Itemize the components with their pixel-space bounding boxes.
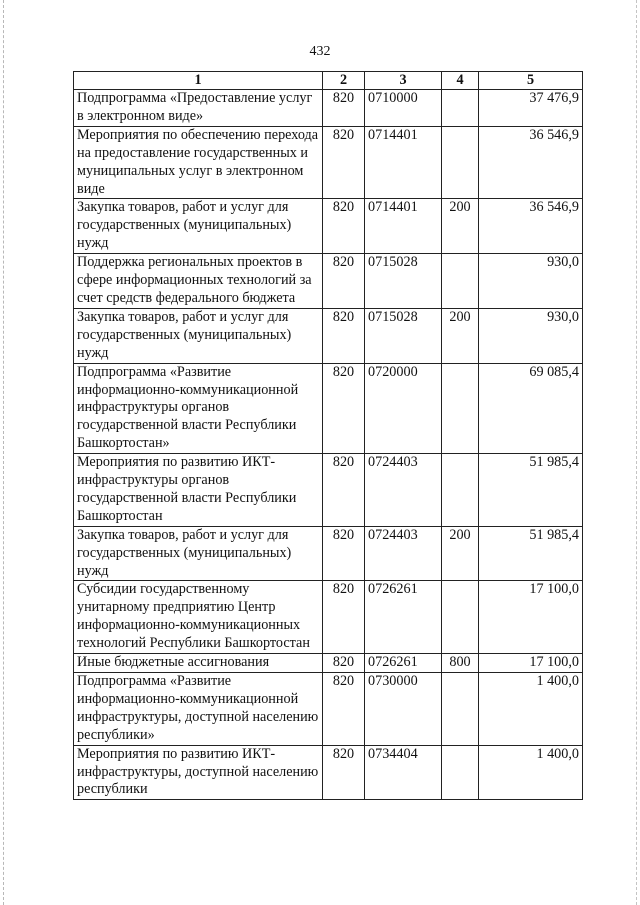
row-ministry-code: 820 bbox=[323, 363, 365, 454]
row-ministry-code: 820 bbox=[323, 254, 365, 309]
row-amount: 930,0 bbox=[479, 308, 583, 363]
header-col-1: 1 bbox=[74, 72, 323, 90]
scan-edge-right bbox=[636, 0, 637, 905]
row-name: Закупка товаров, работ и услуг для государственных (муниципальных) нужд bbox=[74, 199, 323, 254]
row-target-code: 0710000 bbox=[365, 90, 442, 127]
table-row bbox=[74, 254, 583, 309]
row-amount: 51 985,4 bbox=[479, 526, 583, 581]
table-row bbox=[74, 673, 583, 746]
row-name: Субсидии государственному унитарному предприятию Центр информационно-коммуникационных технологий Республики Башкортостан bbox=[74, 581, 323, 654]
row-ministry-code: 820 bbox=[323, 673, 365, 746]
table-row bbox=[74, 745, 583, 800]
row-amount: 17 100,0 bbox=[479, 654, 583, 673]
row-amount: 1 400,0 bbox=[479, 745, 583, 800]
row-name: Мероприятия по обеспечению перехода на предоставление государственных и муниципальных услуг в электронном виде bbox=[74, 126, 323, 199]
row-amount: 930,0 bbox=[479, 254, 583, 309]
budget-table bbox=[73, 71, 583, 800]
row-target-code: 0724403 bbox=[365, 454, 442, 527]
row-amount: 1 400,0 bbox=[479, 673, 583, 746]
row-target-code: 0726261 bbox=[365, 654, 442, 673]
row-expense-type bbox=[442, 90, 479, 127]
page-number: 432 bbox=[309, 44, 331, 59]
row-target-code: 0715028 bbox=[365, 254, 442, 309]
row-ministry-code: 820 bbox=[323, 199, 365, 254]
row-target-code: 0730000 bbox=[365, 673, 442, 746]
row-target-code: 0734404 bbox=[365, 745, 442, 800]
row-target-code: 0715028 bbox=[365, 308, 442, 363]
row-amount: 51 985,4 bbox=[479, 454, 583, 527]
row-target-code: 0720000 bbox=[365, 363, 442, 454]
table-header bbox=[74, 72, 583, 90]
row-expense-type: 200 bbox=[442, 199, 479, 254]
row-name: Иные бюджетные ассигнования bbox=[74, 654, 323, 673]
table-row bbox=[74, 581, 583, 654]
row-ministry-code: 820 bbox=[323, 126, 365, 199]
table-row bbox=[74, 308, 583, 363]
row-ministry-code: 820 bbox=[323, 454, 365, 527]
row-target-code: 0714401 bbox=[365, 199, 442, 254]
row-name: Мероприятия по развитию ИКТ-инфраструктуры, доступной населению республики bbox=[74, 745, 323, 800]
row-target-code: 0726261 bbox=[365, 581, 442, 654]
row-amount: 36 546,9 bbox=[479, 199, 583, 254]
table-row bbox=[74, 454, 583, 527]
row-amount: 36 546,9 bbox=[479, 126, 583, 199]
row-ministry-code: 820 bbox=[323, 526, 365, 581]
row-expense-type bbox=[442, 254, 479, 309]
row-amount: 17 100,0 bbox=[479, 581, 583, 654]
table-row bbox=[74, 363, 583, 454]
table-row bbox=[74, 90, 583, 127]
row-ministry-code: 820 bbox=[323, 654, 365, 673]
row-ministry-code: 820 bbox=[323, 581, 365, 654]
table-row bbox=[74, 199, 583, 254]
row-expense-type bbox=[442, 126, 479, 199]
row-amount: 69 085,4 bbox=[479, 363, 583, 454]
scan-edge-left bbox=[3, 0, 4, 905]
row-name: Поддержка региональных проектов в сфере информационных технологий за счет средств федерального бюджета bbox=[74, 254, 323, 309]
header-col-2: 2 bbox=[323, 72, 365, 90]
table-row bbox=[74, 654, 583, 673]
row-expense-type bbox=[442, 581, 479, 654]
row-expense-type: 200 bbox=[442, 526, 479, 581]
row-ministry-code: 820 bbox=[323, 745, 365, 800]
row-expense-type: 800 bbox=[442, 654, 479, 673]
table-row bbox=[74, 126, 583, 199]
table-row bbox=[74, 526, 583, 581]
row-expense-type bbox=[442, 745, 479, 800]
header-col-4: 4 bbox=[442, 72, 479, 90]
row-name: Закупка товаров, работ и услуг для государственных (муниципальных) нужд bbox=[74, 308, 323, 363]
row-expense-type bbox=[442, 673, 479, 746]
row-amount: 37 476,9 bbox=[479, 90, 583, 127]
row-name: Подпрограмма «Предоставление услуг в электронном виде» bbox=[74, 90, 323, 127]
row-expense-type bbox=[442, 363, 479, 454]
row-expense-type: 200 bbox=[442, 308, 479, 363]
header-col-5: 5 bbox=[479, 72, 583, 90]
row-target-code: 0724403 bbox=[365, 526, 442, 581]
row-name: Подпрограмма «Развитие информационно-коммуникационной инфраструктуры органов государственной власти Республики Башкортостан» bbox=[74, 363, 323, 454]
row-ministry-code: 820 bbox=[323, 90, 365, 127]
header-row bbox=[74, 72, 583, 90]
row-name: Подпрограмма «Развитие информационно-коммуникационной инфраструктуры, доступной населению республики» bbox=[74, 673, 323, 746]
row-name: Закупка товаров, работ и услуг для государственных (муниципальных) нужд bbox=[74, 526, 323, 581]
row-ministry-code: 820 bbox=[323, 308, 365, 363]
row-target-code: 0714401 bbox=[365, 126, 442, 199]
header-col-3: 3 bbox=[365, 72, 442, 90]
table-body bbox=[74, 90, 583, 800]
row-expense-type bbox=[442, 454, 479, 527]
row-name: Мероприятия по развитию ИКТ-инфраструктуры органов государственной власти Республики Башкортостан bbox=[74, 454, 323, 527]
